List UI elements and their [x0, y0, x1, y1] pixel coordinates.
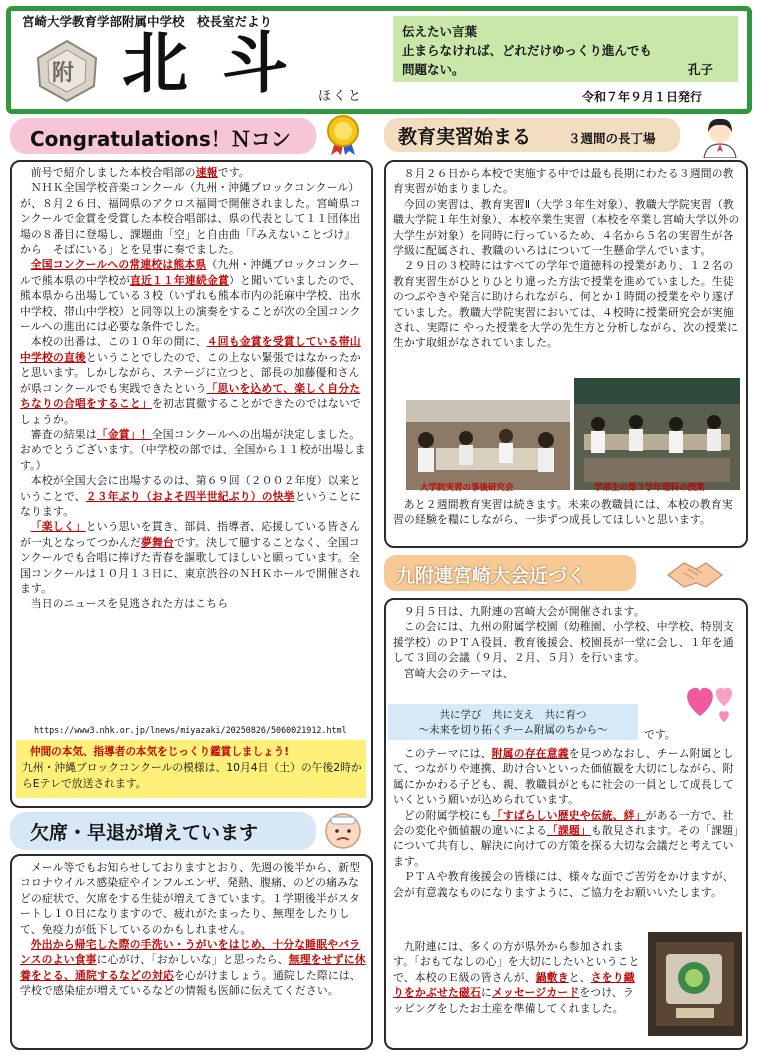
- article1-title: Congratulations！Ｎコン: [30, 127, 291, 151]
- issue-date: 令和７年９月１日発行: [582, 90, 703, 104]
- article2-title: 教育実習始まる: [398, 126, 532, 148]
- quote-label: 伝えたい言葉: [402, 24, 478, 39]
- quote-line2: 問題ない。: [402, 62, 465, 77]
- photo2-caption: 学部生の第３学年理科の授業: [594, 483, 705, 493]
- article4-body: メール等でもお知らせしておりますとおり、先週の後半から、新型コロナウイルス感染症やインフルエンザ、発熱、腹痛、のどの痛みなどの症状で、欠席をする生徒が増えてきています。１学期後半がスタートし１０日になりますので、疲れがたまったり、無理をしたりして、免疫力が低下しているのかもしれません。 外出から帰宅した際の手洗い・うがいをはじめ、十分な睡眠やバランスのよい食事に心がけ、「おかしいな」と思ったら、無理をせずに休養をとる、通院するなどの対応を心がけましょう。通院した際には、学校で感染症が増えているなどの情報も医師に伝えてください。: [20, 861, 366, 998]
- hearts-icon: [680, 676, 740, 724]
- photo1-caption: 大学院実習の事後研究会: [420, 483, 514, 493]
- photo-science-class: [574, 378, 740, 490]
- article2-body-bottom: あと２週間教育実習は続きます。未来の教職員には、本校の教育実習の経験を糧にしながら、一歩ずつ成長してほしいと思います。: [393, 498, 733, 527]
- article1-body: 前号で紹介しました本校合唱部の速報です。 ＮＨＫ全国学校音楽コンクール（九州・沖縄ブロックコンクール）が、８月２６日、福岡県のアクロス福岡で開催されました。宮崎県コンクールで金賞を受賞した本校合唱部は、県の代表として１１団体出場の８番目に登場し、課題曲「空」と自由曲「『みえないことづけ』から そばにいる」とを見事に奏でました。 全国コンクールへの常連校は熊本県（九州・沖縄ブロックコンクールで熊本県の中学校が直近１１年連続金賞）と聞いていましたので、熊本県から出場している３校（いずれも熊本市内の託麻中学校、出水中学校、帯山中学校）と同等以上の演奏をすることが次の全国コンクールへの進出には必要な条件でした。 本校の出番は、この１０年の間に、４回も金賞を受賞している帯山中学校の直後ということでしたので、この上ない緊張ではなかったかと思います。しかしながら、ステージに立つと、部長の加藤優和さんが県コンクールでも実践できたという「思いを込めて、楽しく自分たちなりの合唱をすること」を初志貫徹することができたのではないでしょうか。 審査の結果は「金賞」！全国コンクールへの出場が決定しました。おめでとうございます。（中学校の部では、全国から１１校が出場します。） 本校が全国大会に出場するのは、第６９回（２００２年度）以来ということで、２３年ぶり（およそ四半世紀ぶり）の快挙ということになります。 「楽しく」という思いを貫き、部員、指導者、応援している皆さんが一丸となってつかんだ夢舞台です。決して臆することなく、全国コンクールでも合唱に捧げた青春を謳歌してほしいと願っています。全国コンクールは１０月１３日に、東京渋谷のＮＨＫホールで開催されます。 当日のニュースを見逃された方はこちら: [20, 166, 366, 611]
- sick-face-icon: [323, 811, 363, 851]
- school-name: 宮崎大学教育学部附属中学校 校長室だより: [22, 14, 273, 29]
- teacher-icon: [698, 114, 742, 158]
- article3-body-bottom: 九附連には、多くの方が県外から参加されます。「おもてなしの心」を大切にしたいということで、本校のＥ級の皆さんが、鍋敷きと、さをり織りをかぶせた磁石にメッセージカードをつけ、ラッピングをしたお土産を準備してくれました。: [393, 940, 640, 1015]
- title-reading: ほくと: [318, 89, 364, 104]
- quote-line1: 止まらなければ、どれだけゆっくり進んでも: [402, 43, 652, 58]
- broadcast-note-body: 九州・沖縄ブロックコンクールの模様は、10月4日（土）の午後2時からEテレで放送されます。: [22, 761, 362, 790]
- gold-medal-icon: [323, 114, 363, 156]
- quote-author: 孔子: [688, 62, 714, 77]
- photo-graduate-practicum: [406, 400, 570, 490]
- handshake-icon: [666, 555, 724, 593]
- article3-body-middle: このテーマには、附属の存在意義を見つめなおし、チーム附属として、つながりや連携、助け合いといった価値観を大切にしながら、附属にかかわる子ども、親、教職員がともに社会の一員として成長していくという願いが込められています。 どの附属学校にも「すばらしい歴史や伝統、絆」がある一方で、社会の変化や価値観の違いによる「課題」も散見されます。その「課題」について共有し、解決に向けての方策を探る大切な会議だと考えています。 ＰＴＡや教育後援会の皆様には、様々な面でご苦労をかけますが、会が有意義なものになりますように、ご協力をお願いいたします。: [393, 747, 739, 899]
- nhk-news-link[interactable]: https://www3.nhk.or.jp/lnews/miyazaki/20250826/5060021912.html: [34, 725, 347, 735]
- article2-subtitle: ３週間の長丁場: [568, 131, 656, 146]
- emblem-text: 附: [52, 61, 75, 86]
- newsletter-title: 北斗: [122, 24, 322, 102]
- broadcast-note-title: 仲間の本気、指導者の本気をじっくり鑑賞しましょう!: [30, 746, 290, 758]
- souvenir-photo: [648, 932, 742, 1036]
- article3-body-top: ９月５日は、九附連の宮崎大会が開催されます。 この会には、九州の附属学校園（幼稚園、小学校、中学校、特別支援学校）のＰＴＡ役員、教育後援会、校園長が一堂に会し、１年を通して３回の会議（９月、２月、５月）を行います。 宮崎大会のテーマは、: [393, 605, 734, 680]
- theme-line1: 共に学び 共に支え 共に育つ: [439, 709, 587, 721]
- article2-body-top: ８月２６日から本校で実施する中では最も長期にわたる３週間の教育実習が始まりました。 今回の実習は、教育実習Ⅱ（大学３年生対象）、教職大学院実習（教職大学院１年生対象）、本校卒業生実習（本校を卒業し宮崎大学以外の大学生が対象）を同時に行っているため、４名から５名の実習生が各学級に配属され、教職のいろはについて一生懸命学んでいます。 ２９日の３校時にはすべての学年で道徳科の授業があり、１２名の教育実習生がひとりひとり違った方法で授業を進めていました。生徒のつぶやきや発言に助けられながら、何とか１時間の授業をやり遂げていました。教職大学院実習においては、４校時に授業研究会が実施され、実際に やった授業を大学の先生方と分析しながら、次の授業に生かす取組がなされていました。: [393, 167, 740, 350]
- article3-title: 九附連宮崎大会近づく: [396, 565, 587, 587]
- article4-title: 欠席・早退が増えています: [30, 822, 259, 844]
- theme-after: です。: [644, 728, 676, 741]
- theme-line2: ～未来を切り拓くチーム附属のちから～: [418, 724, 608, 736]
